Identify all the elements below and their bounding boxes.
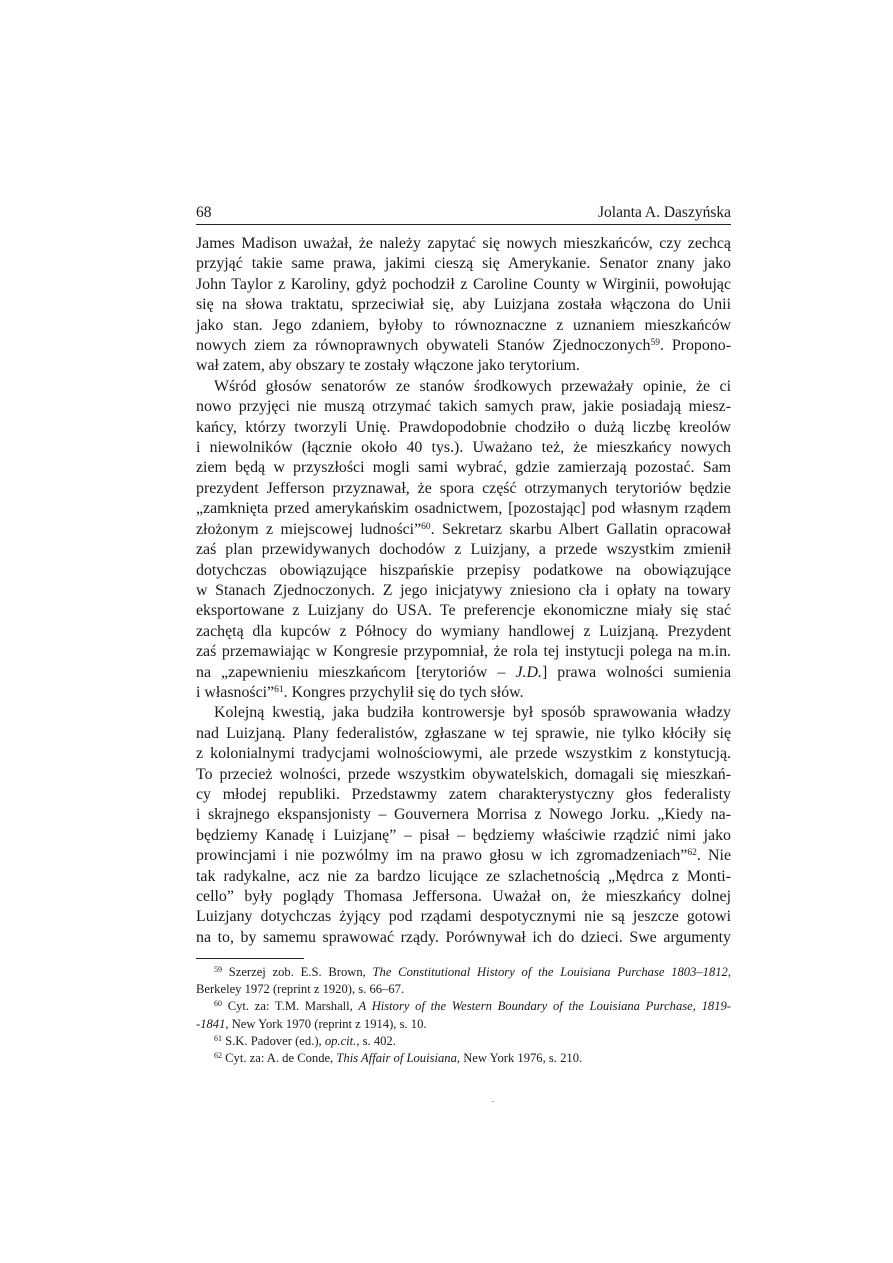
running-header: [196, 203, 731, 223]
footnote-text-after: , s. 402.: [356, 1033, 396, 1048]
body-line: [196, 642, 731, 662]
footnote-text: Cyt. za: T.M. Marshall,: [227, 999, 359, 1014]
body-line: [196, 418, 731, 438]
body-line: [196, 744, 731, 764]
body-line: [196, 316, 731, 336]
body-text: Wśród głosów senatorów ze stanów środkowych przeważały opinie, że ci: [214, 377, 731, 395]
body-text: na „zapewnieniu mieszkańcom [terytoriów –: [196, 663, 516, 681]
body-line: [196, 846, 731, 866]
body-text: zaś przemawiając w Kongresie przypomniał, że rola tej instytucji polega na m.in.: [196, 643, 731, 661]
footnote-number: 62: [214, 1050, 222, 1060]
footnote-title: A History of the Western Boundary of the Louisiana Purchase, 1819-: [358, 999, 731, 1014]
body-text-after: . Nie: [696, 847, 731, 865]
footnote-line: [196, 981, 731, 998]
body-line: [196, 826, 731, 846]
footnotes: [196, 964, 731, 1067]
body-line: [196, 295, 731, 315]
body-line: [196, 765, 731, 785]
footnote-rule: [196, 958, 304, 959]
body-text-after: . Sekretarz skarbu Albert Gallatin opracował: [430, 520, 732, 538]
body-line: [196, 724, 731, 744]
body-line: [196, 438, 731, 458]
footnote-ref: 61: [274, 684, 284, 695]
body-text: Luizjany dotychczas żyjący pod rządami despotycznymi nie są jeszcze gotowi: [196, 908, 731, 926]
body-text: w Stanach Zjednoczonych. Z jego inicjatywy zniesiono cła i opłaty na towary: [196, 581, 731, 599]
body-text-after: . Kongres przychylił się do tych słów.: [283, 683, 524, 701]
body-line: [196, 622, 731, 642]
body-text: kańcy, którzy tworzyli Unię. Prawdopodobnie chodziło o dużą liczbę kreolów: [196, 418, 731, 436]
body-text: zaś plan przewidywanych dochodów z Luizjany, a przede wszystkim zmienił: [196, 541, 731, 559]
body-line: [196, 805, 731, 825]
footnote-line: [196, 964, 731, 981]
body-line: [196, 703, 731, 723]
body-line: [196, 663, 731, 683]
footnote-title: op.cit.: [324, 1033, 357, 1048]
body-line: [196, 561, 731, 581]
footnote-number: 59: [214, 965, 222, 974]
body-text: z kolonialnymi tradycjami wolnościowymi, ale przede wszystkim z konstytucją.: [196, 745, 731, 763]
body-line: [196, 458, 731, 478]
body-text: John Taylor z Karoliny, gdyż pochodził z Caroline County w Wirginii, powołując: [196, 275, 731, 293]
footnote-title: This Affair of Louisiana: [336, 1050, 457, 1065]
body-text: prowincjami i nie pozwólmy im na prawo głosu w ich zgromadzeniach”: [196, 847, 688, 865]
footnote-text: Cyt. za: A. de Conde,: [225, 1050, 337, 1065]
body-text: dotychczas obowiązujące hiszpańskie przepisy podatkowe na obowiązujące: [196, 561, 731, 579]
body-line: [196, 377, 731, 397]
footnote-number: 61: [214, 1033, 222, 1043]
main-text: [196, 234, 731, 948]
footnote-line: [196, 998, 731, 1015]
body-line: [196, 275, 731, 295]
footnote-title: -1841: [196, 1016, 226, 1031]
body-text: wał zatem, aby obszary te zostały włączone jako terytorium.: [196, 357, 580, 375]
body-text: nowych ziem za równoprawnych obywateli Stanów Zjednoczonych: [196, 337, 651, 355]
body-line: [196, 581, 731, 601]
footnote-ref: 62: [687, 848, 697, 859]
body-text: Kolejną kwestią, jaka budziła kontrowersje był sposób sprawowania władzy: [214, 704, 731, 722]
body-line: [196, 499, 731, 519]
body-text: i skrajnego ekspansjonisty – Gouvernera Morrisa z Nowego Jorku. „Kiedy na-: [196, 806, 731, 824]
body-line: [196, 254, 731, 274]
body-text: nad Luizjaną. Plany federalistów, zgłaszane w tej sprawie, nie tylko kłóciły się: [196, 724, 731, 742]
body-text: „zamknięta przed amerykańskim osadnictwem, [pozostając] pod własnym rządem: [196, 500, 731, 518]
body-text: się na słowa traktatu, sprzeciwiał się, aby Luizjana została włączona do Unii: [196, 296, 731, 314]
body-line: [196, 928, 731, 948]
footnote-ref: 60: [421, 521, 431, 532]
body-line: [196, 907, 731, 927]
footnote-text: S.K. Padover (ed.),: [225, 1033, 325, 1048]
body-text: eksportowane z Luizjany do USA. Te preferencje ekonomiczne miały się stać: [196, 602, 731, 620]
body-line: [196, 234, 731, 254]
body-text: cy młodej republiki. Przedstawmy zatem charakterystyczny głos federalisty: [196, 785, 731, 803]
footnote-ref: 59: [650, 338, 660, 349]
body-text: złożonym z miejscowej ludności”: [196, 520, 422, 538]
body-line: [196, 520, 731, 540]
body-text: jako stan. Jego zdaniem, byłoby to równoznaczne z uznaniem mieszkańców: [196, 316, 731, 334]
body-text: ziem będą w przyszłości mogli sami wybrać, gdzie zamierzają pozostać. Sam: [196, 459, 731, 477]
body-line: [196, 867, 731, 887]
body-text-after: . Propono-: [659, 337, 731, 355]
page-number: 68: [196, 204, 212, 221]
body-line: [196, 601, 731, 621]
body-line: [196, 785, 731, 805]
footnote-text: Berkeley 1972 (reprint z 1920), s. 66–67.: [196, 982, 405, 997]
body-line: [196, 336, 731, 356]
header-rule: [196, 224, 731, 225]
body-text: prezydent Jefferson przyznawał, że spora część otrzymanych terytoriów będzie: [196, 479, 731, 497]
footnote-text: Szerzej zob. E.S. Brown,: [228, 965, 373, 979]
scan-speck: [492, 1101, 494, 1102]
body-text: nowo przyjęci nie muszą otrzymać takich samych praw, jakie posiadają miesz-: [196, 398, 731, 416]
body-text: na to, by samemu sprawować rządy. Porównywał ich do dzieci. Swe argumenty: [196, 928, 731, 946]
body-text-after: ] prawa wolności sumienia: [541, 663, 732, 681]
footnote-line: [196, 1050, 731, 1067]
body-text: będziemy Kanadę i Luizjanę” – pisał – będziemy właściwie rządzić nimi jako: [196, 826, 731, 844]
body-line: [196, 356, 731, 376]
running-header-author: Jolanta A. Daszyńska: [597, 204, 731, 221]
footnote-text-after: ,: [727, 965, 732, 979]
body-line: [196, 479, 731, 499]
body-text: i własności”: [196, 683, 275, 701]
body-text: To przecież wolności, przede wszystkim obywatelskich, domagali się mieszkań-: [196, 765, 731, 783]
footnote-line: [196, 1016, 731, 1033]
body-text: zachętą dla kupców z Północy do wymiany handlowej z Luizjaną. Prezydent: [196, 622, 731, 640]
body-text: cello” były poglądy Thomasa Jeffersona. Uważał on, że mieszkańcy dolnej: [196, 888, 731, 905]
footnote-number: 60: [214, 999, 222, 1009]
body-text: James Madison uważał, że należy zapytać się nowych mieszkańców, czy zechcą: [196, 235, 731, 252]
body-line: [196, 540, 731, 560]
body-line: [196, 887, 731, 907]
body-line: [196, 397, 731, 417]
body-italic: J.D.: [515, 663, 542, 681]
footnote-line: [196, 1033, 731, 1050]
body-text: przyjąć takie same prawa, jakimi cieszą się Amerykanie. Senator znany jako: [196, 255, 731, 273]
body-text: tak radykalne, acz nie za bardzo licujące ze szlachetnością „Mędrca z Monti-: [196, 867, 731, 885]
footnote-text-after: , New York 1970 (reprint z 1914), s. 10.: [225, 1016, 427, 1031]
body-line: [196, 683, 731, 703]
footnote-title: The Constitutional History of the Louisiana Purchase 1803–1812: [372, 965, 728, 979]
body-text: i niewolników (łącznie około 40 tys.). Uważano też, że mieszkańcy nowych: [196, 439, 731, 457]
footnote-text-after: , New York 1976, s. 210.: [456, 1050, 583, 1065]
